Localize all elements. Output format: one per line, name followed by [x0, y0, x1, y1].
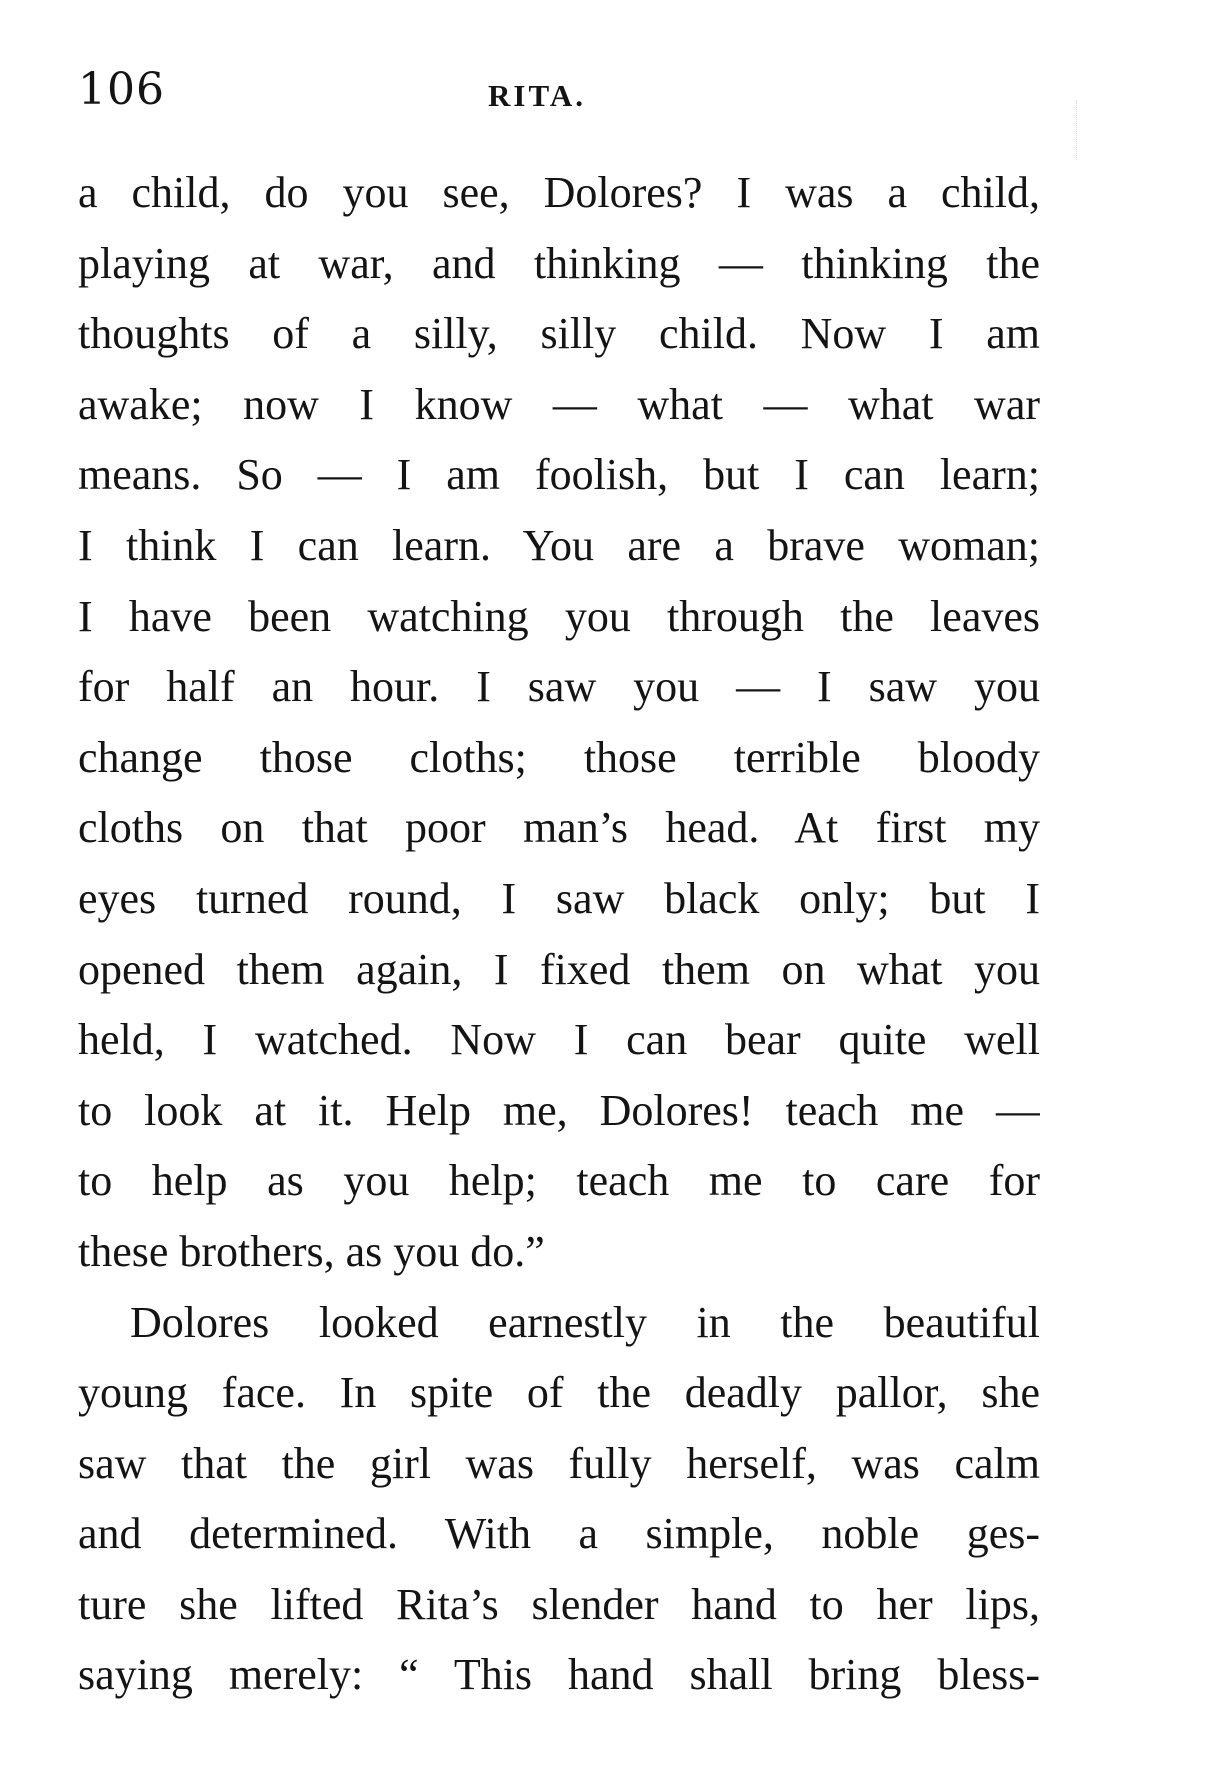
- text-line: cloths on that poor man’s head. At first my: [78, 803, 1040, 853]
- text-line: I think I can learn. You are a brave woman;: [78, 520, 1040, 570]
- page-number: 106: [78, 64, 165, 115]
- text-line: eyes turned round, I saw black only; but I: [78, 873, 1040, 923]
- text-line: ture she lifted Rita’s slender hand to her lips,: [78, 1579, 1040, 1629]
- text-line: and determined. With a simple, noble ges-: [78, 1509, 1040, 1559]
- body-text: [78, 158, 1040, 1711]
- text-line: saying merely: “ This hand shall bring bless-: [78, 1650, 1040, 1700]
- scan-speckle: [1076, 100, 1085, 160]
- paragraph-end-line: these brothers, as you do.”: [78, 1226, 545, 1276]
- running-head: RITA.: [488, 78, 586, 113]
- text-line: awake; now I know — what — what war: [78, 379, 1040, 429]
- text-line: I have been watching you through the leaves: [78, 591, 1040, 641]
- text-line: young face. In spite of the deadly pallor, she: [78, 1368, 1040, 1418]
- text-line: means. So — I am foolish, but I can learn;: [78, 450, 1040, 500]
- text-line: to help as you help; teach me to care for: [78, 1156, 1040, 1206]
- text-line: opened them again, I fixed them on what you: [78, 944, 1040, 994]
- text-line: for half an hour. I saw you — I saw you: [78, 662, 1040, 712]
- text-line: held, I watched. Now I can bear quite well: [78, 1015, 1040, 1065]
- text-line: a child, do you see, Dolores? I was a child,: [78, 168, 1040, 217]
- page-header: [78, 60, 1038, 120]
- text-line: change those cloths; those terrible bloody: [78, 732, 1040, 782]
- text-line: playing at war, and thinking — thinking the: [78, 238, 1040, 288]
- text-line: saw that the girl was fully herself, was calm: [78, 1438, 1040, 1488]
- text-line: thoughts of a silly, silly child. Now I am: [78, 309, 1040, 359]
- paragraph-start-line: Dolores looked earnestly in the beautiful: [130, 1297, 1040, 1347]
- text-line: to look at it. Help me, Dolores! teach me —: [78, 1085, 1040, 1135]
